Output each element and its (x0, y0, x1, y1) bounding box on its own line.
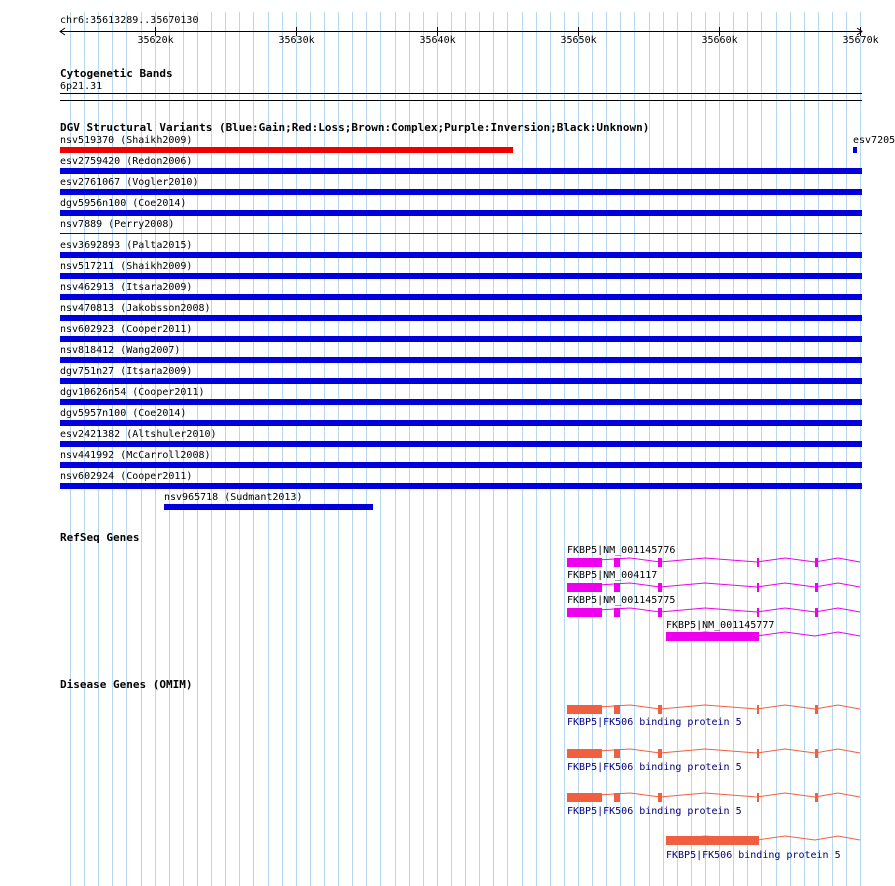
dgv-variant-label: dgv5957n100 (Coe2014) (60, 408, 187, 419)
dgv-variant-bar[interactable] (60, 420, 862, 426)
omim-gene-label: FKBP5|FK506 binding protein 5 (666, 850, 841, 861)
refseq-gene-exon[interactable] (815, 608, 818, 617)
dgv-variant-bar[interactable] (60, 147, 513, 153)
omim-gene-exon[interactable] (614, 749, 620, 758)
dgv-variant-label: nsv517211 (Shaikh2009) (60, 261, 193, 272)
refseq-track-title: RefSeq Genes (60, 531, 140, 544)
omim-gene-exon[interactable] (658, 749, 662, 758)
refseq-gene-label: FKBP5|NM_001145777 (666, 620, 775, 631)
cytoband-label: 6p21.31 (60, 81, 103, 92)
dgv-variant-bar[interactable] (60, 336, 862, 342)
dgv-variant-label: esv7205 (853, 135, 895, 146)
refseq-gene-exon[interactable] (658, 583, 662, 592)
omim-gene-label: FKBP5|FK506 binding protein 5 (567, 762, 742, 773)
dgv-variant-label: nsv602923 (Cooper2011) (60, 324, 193, 335)
omim-gene-exon[interactable] (567, 705, 602, 714)
omim-gene-exon[interactable] (658, 705, 662, 714)
dgv-variant-bar[interactable] (853, 147, 857, 153)
ruler-tick-label: 35620k (137, 35, 174, 46)
ruler-tick-label: 35630k (278, 35, 315, 46)
dgv-variant-label: dgv751n27 (Itsara2009) (60, 366, 193, 377)
refseq-gene-exon[interactable] (815, 583, 818, 592)
dgv-track-title: DGV Structural Variants (Blue:Gain;Red:Loss;Brown:Complex;Purple:Inversion;Black:Unknown) (60, 121, 650, 134)
ruler-tick-label: 35670k (842, 35, 879, 46)
omim-gene-exon[interactable] (567, 749, 602, 758)
omim-gene-exon[interactable] (658, 793, 662, 802)
omim-track-title: Disease Genes (OMIM) (60, 678, 193, 691)
refseq-gene-exon[interactable] (567, 608, 602, 617)
ruler-tick-label: 35640k (419, 35, 456, 46)
omim-gene-exon[interactable] (614, 705, 620, 714)
dgv-variant-label: nsv965718 (Sudmant2013) (164, 492, 303, 503)
dgv-variant-label: esv2421382 (Altshuler2010) (60, 429, 217, 440)
refseq-gene-exon[interactable] (658, 558, 662, 567)
dgv-variant-bar[interactable] (60, 189, 862, 195)
dgv-variant-label: dgv5956n100 (Coe2014) (60, 198, 187, 209)
omim-gene-exon[interactable] (666, 836, 759, 845)
dgv-variant-bar[interactable] (60, 483, 862, 489)
refseq-gene-exon[interactable] (666, 632, 759, 641)
refseq-gene-label: FKBP5|NM_001145776 (567, 545, 676, 556)
omim-gene-exon[interactable] (815, 793, 818, 802)
dgv-variant-label: esv2761067 (Vogler2010) (60, 177, 199, 188)
dgv-variant-label: nsv7889 (Perry2008) (60, 219, 175, 230)
dgv-variant-bar[interactable] (60, 441, 862, 447)
refseq-gene-exon[interactable] (614, 583, 620, 592)
cytoband-track-title: Cytogenetic Bands (60, 67, 173, 80)
dgv-variant-bar[interactable] (60, 378, 862, 384)
dgv-variant-bar[interactable] (60, 252, 862, 258)
dgv-variant-bar[interactable] (60, 168, 862, 174)
refseq-gene-exon[interactable] (567, 583, 602, 592)
refseq-gene-exon[interactable] (757, 608, 759, 617)
dgv-variant-label: nsv470813 (Jakobsson2008) (60, 303, 211, 314)
dgv-variant-label: nsv602924 (Cooper2011) (60, 471, 193, 482)
refseq-gene-label: FKBP5|NM_001145775 (567, 595, 676, 606)
dgv-variant-bar[interactable] (60, 294, 862, 300)
dgv-variant-bar[interactable] (60, 210, 862, 216)
dgv-variant-label: esv3692893 (Palta2015) (60, 240, 193, 251)
refseq-gene-exon[interactable] (658, 608, 662, 617)
refseq-gene-exon[interactable] (757, 558, 759, 567)
dgv-variant-bar[interactable] (60, 315, 862, 321)
dgv-variant-label: dgv10626n54 (Cooper2011) (60, 387, 205, 398)
dgv-variant-label: nsv441992 (McCarroll2008) (60, 450, 211, 461)
omim-gene-exon[interactable] (757, 705, 759, 714)
dgv-variant-label: nsv519370 (Shaikh2009) (60, 135, 193, 146)
refseq-gene-exon[interactable] (614, 558, 620, 567)
dgv-variant-bar[interactable] (164, 504, 373, 510)
omim-gene-exon[interactable] (757, 749, 759, 758)
refseq-gene-exon[interactable] (567, 558, 602, 567)
omim-gene-exon[interactable] (815, 705, 818, 714)
omim-gene-exon[interactable] (614, 793, 620, 802)
dgv-variant-label: nsv818412 (Wang2007) (60, 345, 181, 356)
dgv-variant-bar[interactable] (60, 462, 862, 468)
refseq-gene-exon[interactable] (614, 608, 620, 617)
region-label: chr6:35613289..35670130 (60, 15, 199, 26)
dgv-variant-bar[interactable] (60, 357, 862, 363)
dgv-variant-bar[interactable] (60, 273, 862, 279)
refseq-gene-label: FKBP5|NM_004117 (567, 570, 658, 581)
omim-gene-exon[interactable] (757, 793, 759, 802)
dgv-variant-bar[interactable] (60, 399, 862, 405)
refseq-gene-exon[interactable] (815, 558, 818, 567)
omim-gene-exon[interactable] (815, 749, 818, 758)
refseq-gene-exon[interactable] (757, 583, 759, 592)
ruler-tick-label: 35650k (560, 35, 597, 46)
omim-gene-exon[interactable] (567, 793, 602, 802)
dgv-variant-label: nsv462913 (Itsara2009) (60, 282, 193, 293)
dgv-variant-label: esv2759420 (Redon2006) (60, 156, 193, 167)
omim-gene-label: FKBP5|FK506 binding protein 5 (567, 717, 742, 728)
omim-gene-label: FKBP5|FK506 binding protein 5 (567, 806, 742, 817)
ruler-tick-label: 35660k (701, 35, 738, 46)
